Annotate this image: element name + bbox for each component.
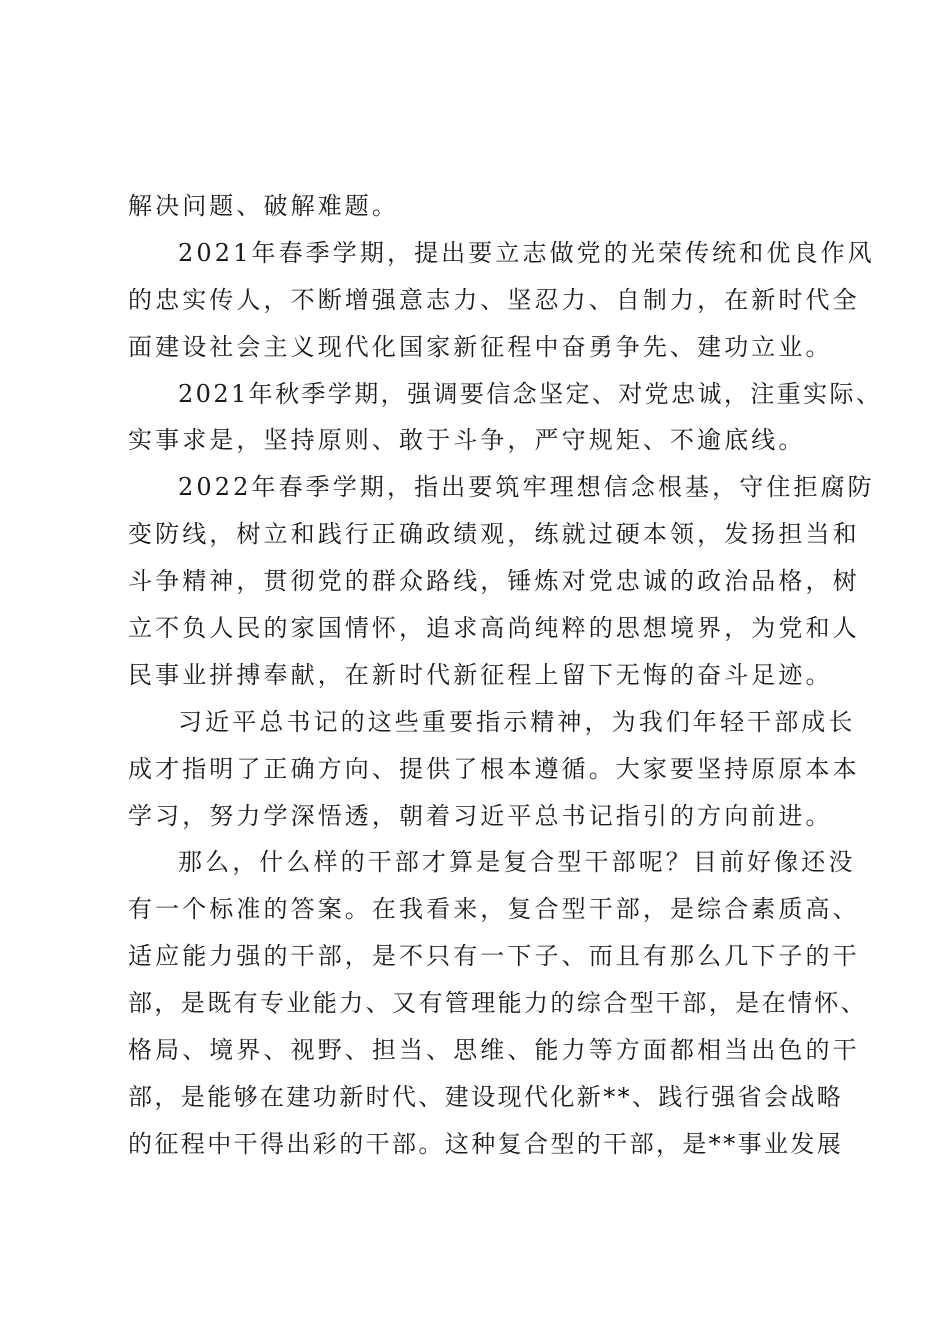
text-line: 变防线，树立和践行正确政绩观，练就过硬本领，发扬担当和 (128, 520, 860, 549)
text-line: 的征程中干得出彩的干部。这种复合型的干部，是**事业发展 (128, 1129, 844, 1158)
text-line: 立不负人民的家国情怀，追求高尚纯粹的思想境界，为党和人 (128, 614, 860, 643)
text-line: 实事求是，坚持原则、敢于斗争，严守规矩、不逾底线。 (128, 426, 806, 455)
text-line: 的忠实传人，不断增强意志力、坚忍力、自制力，在新时代全 (128, 285, 860, 314)
paragraph-first-line: 2022年春季学期，指出要筑牢理想信念根基，守住拒腐防 (178, 473, 875, 502)
text-line: 民事业拼搏奉献，在新时代新征程上留下无悔的奋斗足迹。 (128, 660, 833, 689)
text-line: 解决问题、破解难题。 (128, 192, 399, 220)
paragraph-first-line: 习近平总书记的这些重要指示精神，为我们年轻干部成长 (178, 707, 856, 736)
paragraph-first-line: 那么，什么样的干部才算是复合型干部呢？目前好像还没 (178, 848, 856, 877)
body-text (128, 183, 883, 1168)
text-line: 部，是既有专业能力、又有管理能力的综合型干部，是在情怀、 (128, 989, 868, 1018)
text-line: 斗争精神，贯彻党的群众路线，锤炼对党忠诚的政治品格，树 (128, 567, 860, 596)
text-line: 有一个标准的答案。在我看来，复合型干部，是综合素质高、 (128, 895, 860, 924)
text-line: 面建设社会主义现代化国家新征程中奋勇争先、建功立业。 (128, 332, 833, 361)
text-line: 学习，努力学深悟透，朝着习近平总书记指引的方向前进。 (128, 801, 833, 830)
text-line: 部，是能够在建功新时代、建设现代化新**、践行强省会战略 (128, 1082, 844, 1111)
paragraph-first-line: 2021年春季学期，提出要立志做党的光荣传统和优良作风 (178, 238, 875, 267)
text-line: 成才指明了正确方向、提供了根本遵循。大家要坚持原原本本 (128, 754, 860, 783)
text-line: 适应能力强的干部，是不只有一下子、而且有那么几下子的干 (128, 942, 860, 971)
paragraph-first-line: 2021年秋季学期，强调要信念坚定、对党忠诚，注重实际、 (178, 379, 883, 408)
text-line: 格局、境界、视野、担当、思维、能力等方面都相当出色的干 (128, 1036, 860, 1065)
